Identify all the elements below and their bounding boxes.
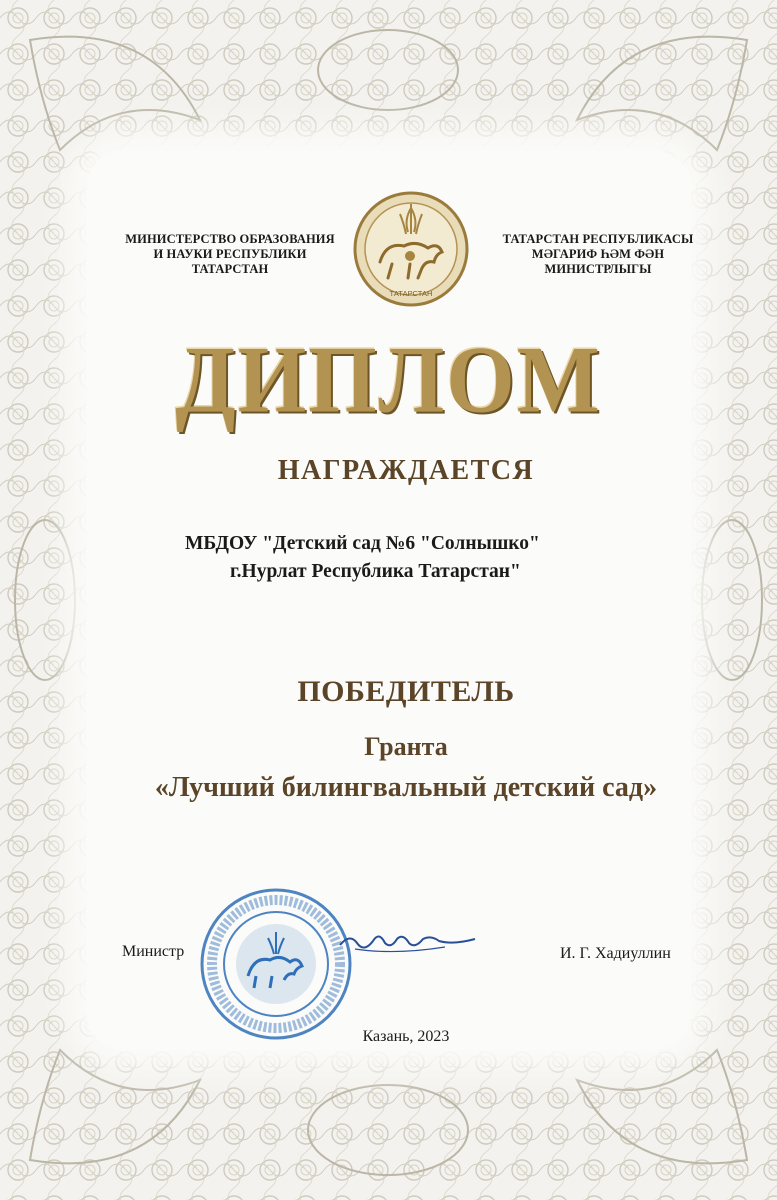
signatory-name: И. Г. Хадиуллин (560, 945, 671, 962)
recipient-line: г.Нурлат Республика Татарстан" (230, 561, 521, 582)
ministry-tt-line: ТАТАРСТАН РЕСПУБЛИКАСЫ (502, 232, 694, 246)
official-seal-icon (196, 884, 356, 1044)
grant-name: «Лучший билингвальный детский сад» (154, 772, 658, 803)
ministry-name-russian (110, 232, 350, 277)
ministry-ru-line: И НАУКИ РЕСПУБЛИКИ (153, 247, 307, 261)
ministry-tt-line: МИНИСТРЛЫГЫ (544, 262, 652, 276)
ministry-tt-line: МӘГАРИФ ҺӘМ ФӘН (531, 247, 665, 261)
city-year: Казань, 2023 (362, 1028, 450, 1045)
diploma-title: ДИПЛОМ (175, 328, 602, 433)
ministry-ru-line: ТАТАРСТАН (191, 262, 269, 276)
signature-icon (335, 915, 485, 965)
grant-label: Гранта (364, 732, 448, 761)
awarded-heading: НАГРАЖДАЕТСЯ (277, 455, 535, 486)
recipient (185, 530, 625, 586)
winner-heading: ПОБЕДИТЕЛЬ (297, 675, 515, 708)
ministry-ru-line: МИНИСТЕРСТВО ОБРАЗОВАНИЯ (125, 232, 335, 246)
emblem-text: ТАТАРСТАН (389, 289, 433, 298)
recipient-line: МБДОУ "Детский сад №6 "Солнышко" (185, 533, 540, 554)
minister-label: Министр (122, 943, 185, 960)
tatarstan-emblem-icon (352, 190, 470, 308)
ministry-name-tatar (478, 232, 718, 277)
